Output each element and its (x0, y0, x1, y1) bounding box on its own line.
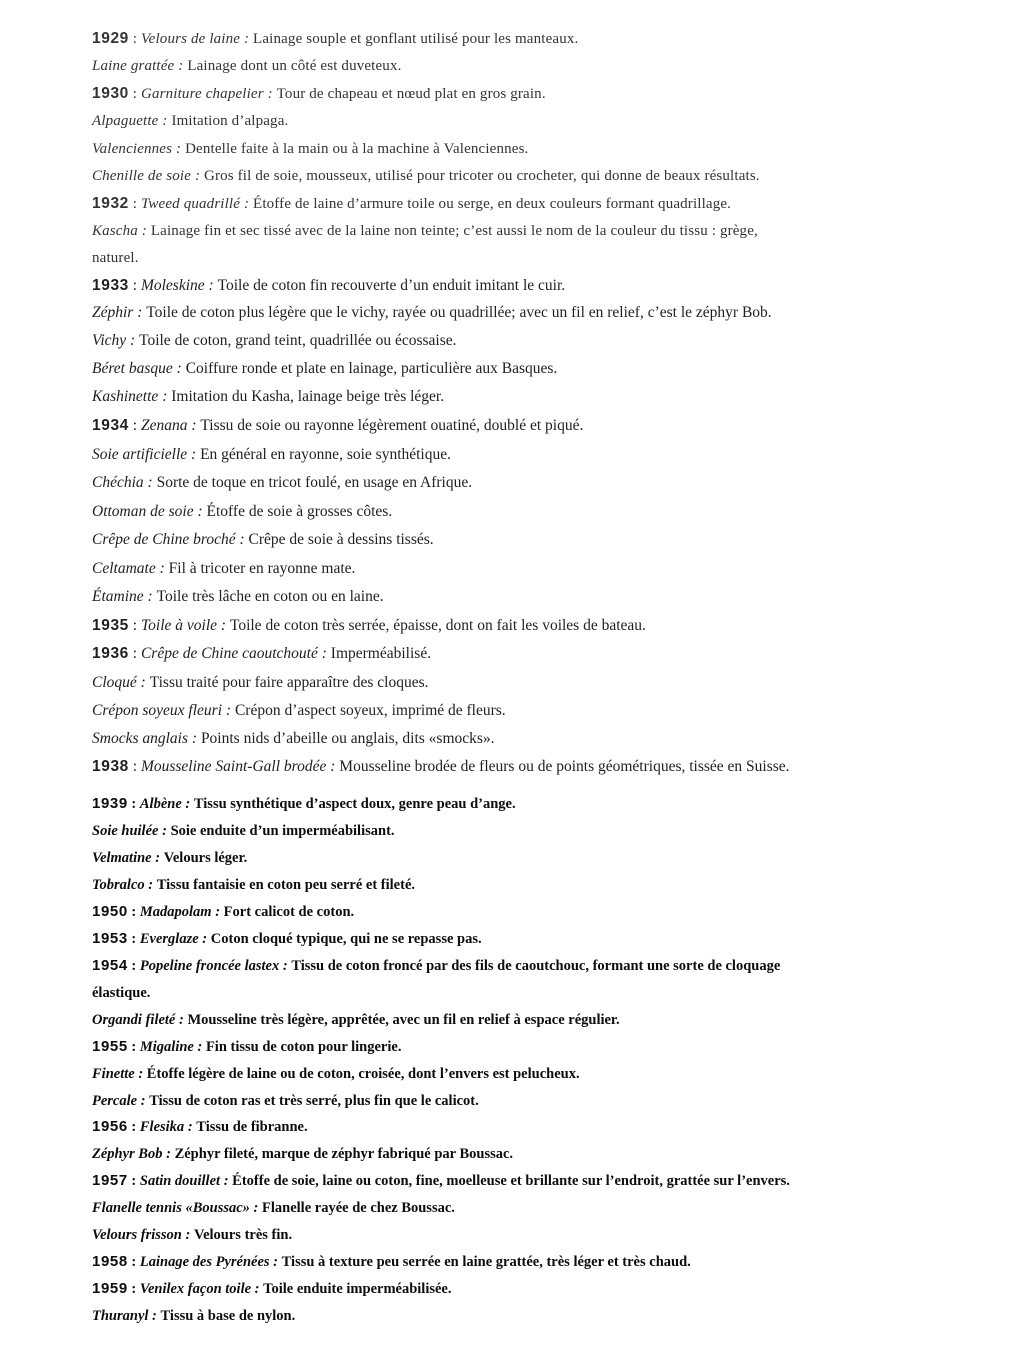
entry-term: Garniture chapelier (141, 86, 264, 102)
glossary-entry: Percale : Tissu de coton ras et très serré, plus fin que le calicot. (92, 1093, 479, 1109)
entry-definition: Imperméabilisé. (330, 645, 432, 662)
entry-year: 1936 (92, 645, 129, 662)
glossary-entry: 1934 : Zenana : Tissu de soie ou rayonne légèrement ouatiné, doublé et piqué. (92, 417, 584, 434)
entry-term: Smocks anglais (92, 730, 189, 747)
entry-definition: Tissu synthétique d’aspect doux, genre peau d’ange. (193, 796, 516, 812)
entry-term: Albène (139, 796, 182, 812)
entry-term: Satin douillet (139, 1173, 221, 1189)
entry-term: Soie artificielle (92, 446, 188, 463)
entry-term: Flesika (139, 1119, 185, 1135)
entry-term: Soie huilée (92, 823, 159, 839)
entry-definition: Fil à tricoter en rayonne mate. (168, 560, 356, 577)
entry-year: 1938 (92, 758, 129, 775)
entry-definition: Tissu de soie ou rayonne légèrement ouatiné, doublé et piqué. (200, 417, 584, 434)
entry-term: Cloqué (92, 674, 137, 691)
entry-term: Velours de laine (141, 31, 241, 47)
entry-definition: Tissu traité pour faire apparaître des cloques. (149, 674, 429, 691)
entry-term: Lainage des Pyrénées (139, 1254, 270, 1270)
entry-definition: Coiffure ronde et plate en lainage, particulière aux Basques. (185, 360, 558, 377)
glossary-entry: Tobralco : Tissu fantaisie en coton peu serré et fileté. (92, 877, 416, 893)
entry-definition: Crépon d’aspect soyeux, imprimé de fleurs. (234, 702, 506, 719)
entry-definition: Lainage fin et sec tissé avec de la laine non teinte; c’est aussi le nom de la couleur du tissu : grège, (150, 223, 758, 239)
entry-term: Everglaze (139, 931, 199, 947)
glossary-entry: Kascha : Lainage fin et sec tissé avec de la laine non teinte; c’est aussi le nom de la couleur du tissu : grège, (92, 223, 758, 239)
glossary-entry: 1936 : Crêpe de Chine caoutchouté : Imperméabilisé. (92, 645, 432, 662)
entry-definition: Sorte de toque en tricot foulé, en usage en Afrique. (156, 474, 473, 491)
entry-year: 1955 (92, 1038, 128, 1055)
entry-term: Migaline (139, 1039, 194, 1055)
glossary-entry: Kashinette : Imitation du Kasha, lainage beige très léger. (92, 388, 445, 405)
entry-definition: Tissu à texture peu serrée en laine grattée, très léger et très chaud. (281, 1254, 691, 1270)
glossary-entry: 1930 : Garniture chapelier : Tour de chapeau et nœud plat en gros grain. (92, 85, 546, 102)
glossary-entry: 1935 : Toile à voile : Toile de coton très serrée, épaisse, dont on fait les voiles de bateau. (92, 617, 646, 634)
entry-term: Ottoman de soie (92, 503, 194, 520)
glossary-entry: Thuranyl : Tissu à base de nylon. (92, 1308, 296, 1324)
glossary-entry: Velours frisson : Velours très fin. (92, 1227, 293, 1243)
glossary-entry: Smocks anglais : Points nids d’abeille ou anglais, dits «smocks». (92, 730, 495, 747)
entry-term: Thuranyl (92, 1308, 149, 1324)
glossary-entry: Ottoman de soie : Étoffe de soie à grosses côtes. (92, 503, 393, 520)
entry-term: Percale (92, 1093, 138, 1109)
glossary-entry: 1938 : Mousseline Saint-Gall brodée : Mousseline brodée de fleurs ou de points géométriques, tissée en Suisse. (92, 758, 790, 775)
entry-term: Zéphir (92, 304, 134, 321)
glossary-entry: Flanelle tennis «Boussac» : Flanelle rayée de chez Boussac. (92, 1200, 455, 1216)
glossary-entry: 1939 : Albène : Tissu synthétique d’aspect doux, genre peau d’ange. (92, 795, 516, 812)
entry-definition: Points nids d’abeille ou anglais, dits «smocks». (200, 730, 495, 747)
entry-term: Kascha (92, 223, 138, 239)
entry-term: Crêpe de Chine broché (92, 531, 236, 548)
glossary-entry: Finette : Étoffe légère de laine ou de coton, croisée, dont l’envers est pelucheux. (92, 1066, 580, 1082)
glossary-entry: 1953 : Everglaze : Coton cloqué typique, qui ne se repasse pas. (92, 930, 482, 947)
glossary-entry: Zéphir : Toile de coton plus légère que le vichy, rayée ou quadrillée; avec un fil en relief, c’est le zéphyr Bob. (92, 304, 772, 321)
entry-term: Velmatine (92, 850, 152, 866)
glossary-entry: 1959 : Venilex façon toile : Toile enduite imperméabilisée. (92, 1280, 452, 1297)
entry-term: Popeline froncée lastex (139, 958, 280, 974)
glossary-entry: 1933 : Moleskine : Toile de coton fin recouverte d’un enduit imitant le cuir. (92, 277, 566, 294)
glossary-entry: 1950 : Madapolam : Fort calicot de coton. (92, 903, 355, 920)
entry-definition: Velours léger. (163, 850, 248, 866)
entry-term: Zenana (140, 417, 188, 434)
glossary-entry: Crêpe de Chine broché : Crêpe de soie à dessins tissés. (92, 531, 434, 548)
entry-definition: Étoffe de laine d’armure toile ou serge, en deux couleurs formant quadrillage. (253, 196, 732, 212)
glossary-entry: Organdi fileté : Mousseline très légère, apprêtée, avec un fil en relief à espace régulier. (92, 1012, 620, 1028)
entry-definition: Imitation d’alpaga. (171, 113, 289, 129)
entry-definition: Zéphyr fileté, marque de zéphyr fabriqué par Boussac. (174, 1146, 514, 1162)
entry-year: 1956 (92, 1118, 128, 1135)
entry-definition: Toile de coton très serrée, épaisse, dont on fait les voiles de bateau. (229, 617, 646, 634)
entry-year: 1958 (92, 1253, 128, 1270)
entry-term: Chéchia (92, 474, 144, 491)
entry-year: 1939 (92, 795, 128, 812)
glossary-entry: 1954 : Popeline froncée lastex : Tissu de coton froncé par des fils de caoutchouc, formant une sorte de cloquage (92, 957, 781, 974)
glossary-entry: Crépon soyeux fleuri : Crépon d’aspect soyeux, imprimé de fleurs. (92, 702, 506, 719)
entry-definition: Mousseline très légère, apprêtée, avec un fil en relief à espace régulier. (187, 1012, 620, 1028)
entry-term: Vichy (92, 332, 127, 349)
entry-term: Toile à voile (140, 617, 218, 634)
entry-definition: Mousseline brodée de fleurs ou de points géométriques, tissée en Suisse. (339, 758, 790, 775)
entry-definition: Tour de chapeau et nœud plat en gros grain. (276, 86, 546, 102)
glossary-entry: Celtamate : Fil à tricoter en rayonne mate. (92, 560, 356, 577)
entry-year: 1933 (92, 277, 129, 294)
entry-definition: Velours très fin. (193, 1227, 293, 1243)
glossary-entry: Laine grattée : Lainage dont un côté est duveteux. (92, 58, 402, 74)
entry-term: Valenciennes (92, 141, 173, 157)
entry-term: Madapolam (139, 904, 212, 920)
entry-year: 1957 (92, 1172, 128, 1189)
entry-definition-continued: élastique. (92, 985, 151, 1001)
entry-term: Tweed quadrillé (141, 196, 241, 212)
entry-year: 1959 (92, 1280, 128, 1297)
glossary-entry: Étamine : Toile très lâche en coton ou en laine. (92, 588, 384, 605)
entry-term: Celtamate (92, 560, 156, 577)
glossary-entry: Cloqué : Tissu traité pour faire apparaître des cloques. (92, 674, 429, 691)
glossary-entry: Chéchia : Sorte de toque en tricot foulé, en usage en Afrique. (92, 474, 473, 491)
glossary-entry: 1929 : Velours de laine : Lainage souple et gonflant utilisé pour les manteaux. (92, 30, 579, 47)
entry-term: Zéphyr Bob (92, 1146, 163, 1162)
entry-term: Étamine (92, 588, 144, 605)
entry-definition: Tissu de coton ras et très serré, plus fin que le calicot. (149, 1093, 479, 1109)
entry-definition: Étoffe de soie à grosses côtes. (206, 503, 393, 520)
entry-definition: Coton cloqué typique, qui ne se repasse pas. (210, 931, 482, 947)
entry-term: Velours frisson (92, 1227, 182, 1243)
entry-definition: Tissu de fibranne. (196, 1119, 308, 1135)
entry-definition: Tissu de coton froncé par des fils de caoutchouc, formant une sorte de cloquage (291, 958, 781, 974)
glossary-entry: Alpaguette : Imitation d’alpaga. (92, 113, 289, 129)
glossary-entry: Zéphyr Bob : Zéphyr fileté, marque de zéphyr fabriqué par Boussac. (92, 1146, 514, 1162)
glossary-entry: Velmatine : Velours léger. (92, 850, 248, 866)
glossary-entry: Valenciennes : Dentelle faite à la main ou à la machine à Valenciennes. (92, 141, 529, 157)
entry-year: 1932 (92, 195, 129, 212)
entry-definition: Tissu fantaisie en coton peu serré et fileté. (156, 877, 416, 893)
entry-term: Tobralco (92, 877, 145, 893)
entry-term: Moleskine (140, 277, 205, 294)
entry-definition: Toile enduite imperméabilisée. (263, 1281, 452, 1297)
entry-definition: Fort calicot de coton. (223, 904, 355, 920)
entry-definition: Étoffe légère de laine ou de coton, croisée, dont l’envers est pelucheux. (146, 1066, 580, 1082)
entry-definition: Lainage souple et gonflant utilisé pour les manteaux. (253, 31, 579, 47)
entry-definition: Toile très lâche en coton ou en laine. (156, 588, 384, 605)
entry-term: Venilex façon toile (139, 1281, 252, 1297)
entry-definition: Toile de coton, grand teint, quadrillée ou écossaise. (139, 332, 457, 349)
entry-definition: Flanelle rayée de chez Boussac. (262, 1200, 455, 1216)
entry-term: Crépon soyeux fleuri (92, 702, 223, 719)
entry-term: Crêpe de Chine caoutchouté (140, 645, 318, 662)
glossary-entry: 1958 : Lainage des Pyrénées : Tissu à texture peu serrée en laine grattée, très léger et très chaud. (92, 1253, 691, 1270)
entry-definition: Gros fil de soie, mousseux, utilisé pour tricoter ou crocheter, qui donne de beaux résultats. (204, 168, 760, 184)
entry-definition: Lainage dont un côté est duveteux. (187, 58, 402, 74)
entry-year: 1950 (92, 903, 128, 920)
entry-year: 1930 (92, 85, 129, 102)
entry-term: Kashinette (92, 388, 159, 405)
glossary-entry: 1955 : Migaline : Fin tissu de coton pour lingerie. (92, 1038, 402, 1055)
entry-term: Chenille de soie (92, 168, 192, 184)
entry-definition-continued: naturel. (92, 250, 139, 266)
entry-definition: Tissu à base de nylon. (160, 1308, 296, 1324)
glossary-entry: 1932 : Tweed quadrillé : Étoffe de laine d’armure toile ou serge, en deux couleurs formant quadrillage. (92, 195, 732, 212)
entry-term: Mousseline Saint-Gall brodée (140, 758, 327, 775)
glossary-entry: Soie huilée : Soie enduite d’un imperméabilisant. (92, 823, 395, 839)
entry-definition: Fin tissu de coton pour lingerie. (205, 1039, 402, 1055)
entry-term: Béret basque (92, 360, 173, 377)
entry-definition: Toile de coton fin recouverte d’un enduit imitant le cuir. (217, 277, 566, 294)
glossary-entry: Béret basque : Coiffure ronde et plate en lainage, particulière aux Basques. (92, 360, 558, 377)
entry-term: Flanelle tennis «Boussac» (92, 1200, 250, 1216)
entry-term: Laine grattée (92, 58, 175, 74)
entry-definition: Imitation du Kasha, lainage beige très léger. (171, 388, 445, 405)
entry-definition: Toile de coton plus légère que le vichy, rayée ou quadrillée; avec un fil en relief, c’est le zéphyr Bob. (146, 304, 772, 321)
glossary-entry: 1956 : Flesika : Tissu de fibranne. (92, 1118, 308, 1135)
entry-year: 1954 (92, 957, 128, 974)
entry-definition: Crêpe de soie à dessins tissés. (248, 531, 434, 548)
entry-definition: Étoffe de soie, laine ou coton, fine, moelleuse et brillante sur l’endroit, grattée sur l’envers. (232, 1173, 790, 1189)
glossary-entry: Vichy : Toile de coton, grand teint, quadrillée ou écossaise. (92, 332, 457, 349)
entry-year: 1935 (92, 617, 129, 634)
entry-definition: En général en rayonne, soie synthétique. (200, 446, 451, 463)
glossary-entry: Soie artificielle : En général en rayonne, soie synthétique. (92, 446, 451, 463)
entry-year: 1953 (92, 930, 128, 947)
entry-term: Finette (92, 1066, 135, 1082)
entry-definition: Dentelle faite à la main ou à la machine à Valenciennes. (185, 141, 529, 157)
entry-definition: Soie enduite d’un imperméabilisant. (170, 823, 395, 839)
entry-year: 1929 (92, 30, 129, 47)
glossary-entry: Chenille de soie : Gros fil de soie, mousseux, utilisé pour tricoter ou crocheter, qui donne de beaux résultats. (92, 168, 760, 184)
entry-year: 1934 (92, 417, 129, 434)
entry-term: Organdi fileté (92, 1012, 176, 1028)
entry-term: Alpaguette (92, 113, 159, 129)
glossary-entry: 1957 : Satin douillet : Étoffe de soie, laine ou coton, fine, moelleuse et brillante sur l’endroit, grattée sur l’envers. (92, 1172, 790, 1189)
